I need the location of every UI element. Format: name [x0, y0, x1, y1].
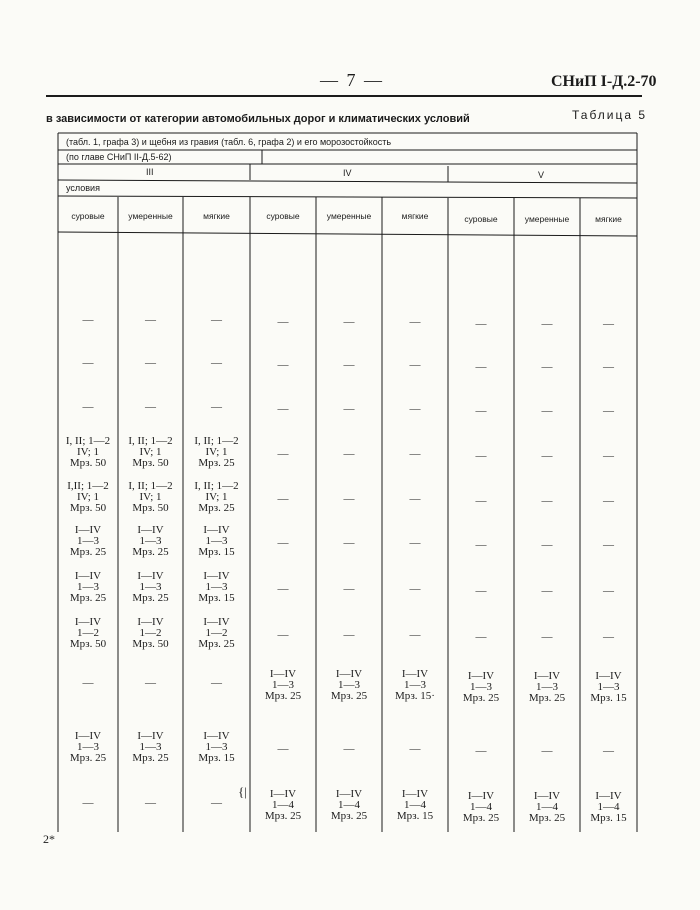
table-cell: I—IV 1—3 Мрз. 25: [528, 669, 566, 704]
table-cell: I—IV 1—3 Мрз. 15: [198, 729, 235, 764]
table-cell: I—IV 1—3 Мрз. 25: [330, 667, 368, 702]
header-row-source: (табл. 1, графа 3) и щебня из гравия (табл. 6, графа 2) и его морозостойкость: [66, 137, 392, 147]
table-cell: I—IV 1—3 Мрз. 25: [132, 523, 169, 558]
table-cell: I, II; 1—2 IV; 1 Мрз. 50: [128, 434, 173, 469]
group-header-iv: IV: [343, 168, 352, 178]
table-label: Таблица 5: [572, 108, 648, 122]
table-cell: —: [409, 315, 421, 328]
table-cell: I,II; 1—2 IV; 1 Мрз. 50: [67, 479, 109, 514]
table-cell: —: [541, 360, 553, 373]
table-cell: —: [475, 744, 487, 757]
table-cell: —: [475, 630, 487, 643]
table-cell: —: [211, 400, 222, 413]
group-header-v: V: [538, 170, 545, 180]
subheader-cell: умеренные: [524, 214, 570, 224]
table-cell: I, II; 1—2 IV; 1 Мрз. 50: [65, 434, 111, 469]
table-cell: —: [475, 538, 487, 551]
table-cell: —: [603, 449, 614, 462]
table-cell: —: [409, 628, 421, 641]
table-cell: —: [277, 447, 289, 460]
table-cell: I—IV 1—4 Мрз. 15: [590, 789, 627, 824]
table-cell: —: [145, 313, 156, 326]
table-cell: —: [603, 317, 614, 330]
table-cell: —: [603, 494, 614, 507]
table-cell: —: [603, 744, 614, 757]
table-cell: —: [541, 538, 553, 551]
footer-mark: 2*: [43, 832, 55, 846]
table-cell: I—IV 1—4 Мрз. 25: [330, 787, 368, 822]
table-cell: —: [277, 358, 289, 371]
table-cell: —: [82, 676, 94, 689]
table-cell: I—IV 1—3 Мрз. 25: [132, 729, 169, 764]
table-cell: —: [82, 796, 94, 809]
table-cell: I—IV 1—4 Мрз. 25: [264, 787, 302, 822]
table-cell: —: [541, 584, 553, 597]
subheader-cell: суровые: [71, 211, 105, 221]
table-cell: —: [603, 630, 614, 643]
table-cell: —: [343, 358, 355, 371]
table-cell: —: [145, 356, 156, 369]
table-cell: —: [409, 536, 421, 549]
table-cell: —: [343, 492, 355, 505]
table-cell: —: [409, 402, 421, 415]
table-cell: —: [343, 315, 355, 328]
table-cell: —: [277, 628, 289, 641]
table-cell: —: [409, 582, 421, 595]
table-cell: —: [475, 360, 487, 373]
table-cell: —: [603, 404, 614, 417]
table-cell: I—IV 1—3 Мрз. 25: [69, 523, 107, 558]
table-cell: I—IV 1—3 Мрз. 25: [69, 729, 107, 764]
table-cell: I—IV 1—3 Мрз. 15: [590, 669, 627, 704]
table-cell: I—IV 1—3 Мрз. 15: [198, 569, 235, 604]
page-number: — 7 —: [320, 70, 384, 90]
subheader-cell: мягкие: [203, 211, 230, 221]
subheader-cell: мягкие: [401, 211, 429, 221]
table-cell: —: [277, 582, 289, 595]
table-cell: I—IV 1—3 Мрз. 15·: [395, 667, 435, 702]
group-header-iii: III: [146, 167, 154, 177]
table-cell: —: [145, 796, 156, 809]
table-cell: —: [277, 536, 289, 549]
table-cell: —: [343, 402, 355, 415]
table-cell: —: [343, 742, 355, 755]
table-cell: I—IV 1—2 Мрз. 50: [69, 615, 107, 650]
table-cell: —: [409, 742, 421, 755]
table-cell: —: [211, 796, 222, 809]
subheader-cell: умеренные: [128, 211, 173, 221]
table-cell: I, II; 1—2 IV; 1 Мрз. 25: [194, 479, 239, 514]
table-cell: —: [145, 400, 156, 413]
table-cell: —: [409, 358, 421, 371]
table-caption: в зависимости от категории автомобильных дорог и климатических условий: [46, 113, 470, 125]
subheader-cell: суровые: [464, 214, 498, 224]
table-cell: —: [409, 492, 421, 505]
conditions-label: условия: [66, 183, 100, 193]
table-cell: I—IV 1—2 Мрз. 50: [132, 615, 169, 650]
table-cell: —: [277, 492, 289, 505]
table-cell: —: [475, 494, 487, 507]
document-code: СНиП I-Д.2-70: [551, 73, 657, 90]
brace-mark: {|: [238, 784, 247, 799]
table-cell: —: [343, 447, 355, 460]
table-cell: I—IV 1—3 Мрз. 25: [462, 669, 500, 704]
table-cell: —: [475, 317, 487, 330]
table-cell: —: [82, 356, 94, 369]
table-cell: I—IV 1—4 Мрз. 15: [396, 787, 434, 822]
table-cell: —: [541, 494, 553, 507]
table-cell: I, II; 1—2 IV; 1 Мрз. 25: [194, 434, 239, 469]
table-cell: —: [475, 404, 487, 417]
table-cell: I—IV 1—2 Мрз. 25: [198, 615, 235, 650]
table-cell: —: [343, 582, 355, 595]
table-cell: —: [343, 628, 355, 641]
table-cell: I, II; 1—2 IV; 1 Мрз. 50: [128, 479, 173, 514]
table-cell: I—IV 1—3 Мрз. 15: [198, 523, 235, 558]
table-cell: —: [343, 536, 355, 549]
subheader-cell: суровые: [266, 211, 300, 221]
table-cell: —: [475, 584, 487, 597]
subheader-cell: мягкие: [595, 214, 622, 224]
table-cell: —: [211, 676, 222, 689]
table-cell: —: [277, 402, 289, 415]
table-cell: —: [82, 313, 94, 326]
table-cell: —: [211, 313, 222, 326]
table-cell: —: [603, 538, 614, 551]
subheader-cell: умеренные: [326, 211, 372, 221]
table-cell: —: [277, 315, 289, 328]
table-cell: —: [409, 447, 421, 460]
table-cell: —: [541, 317, 553, 330]
table-cell: —: [541, 630, 553, 643]
table-cell: I—IV 1—3 Мрз. 25: [69, 569, 107, 604]
table-cell: —: [475, 449, 487, 462]
table-cell: —: [82, 400, 94, 413]
table-cell: —: [603, 360, 614, 373]
table-cell: —: [541, 744, 553, 757]
table-cell: —: [211, 356, 222, 369]
table-cell: I—IV 1—3 Мрз. 25: [132, 569, 169, 604]
header-row-chapter: (по главе СНиП II-Д.5-62): [66, 152, 172, 162]
table-cell: I—IV 1—4 Мрз. 25: [528, 789, 566, 824]
table-cell: —: [145, 676, 156, 689]
table-cell: —: [541, 449, 553, 462]
table-cell: —: [277, 742, 289, 755]
table-cell: I—IV 1—3 Мрз. 25: [264, 667, 302, 702]
table-cell: —: [541, 404, 553, 417]
table-cell: I—IV 1—4 Мрз. 25: [462, 789, 500, 824]
table-cell: —: [603, 584, 614, 597]
